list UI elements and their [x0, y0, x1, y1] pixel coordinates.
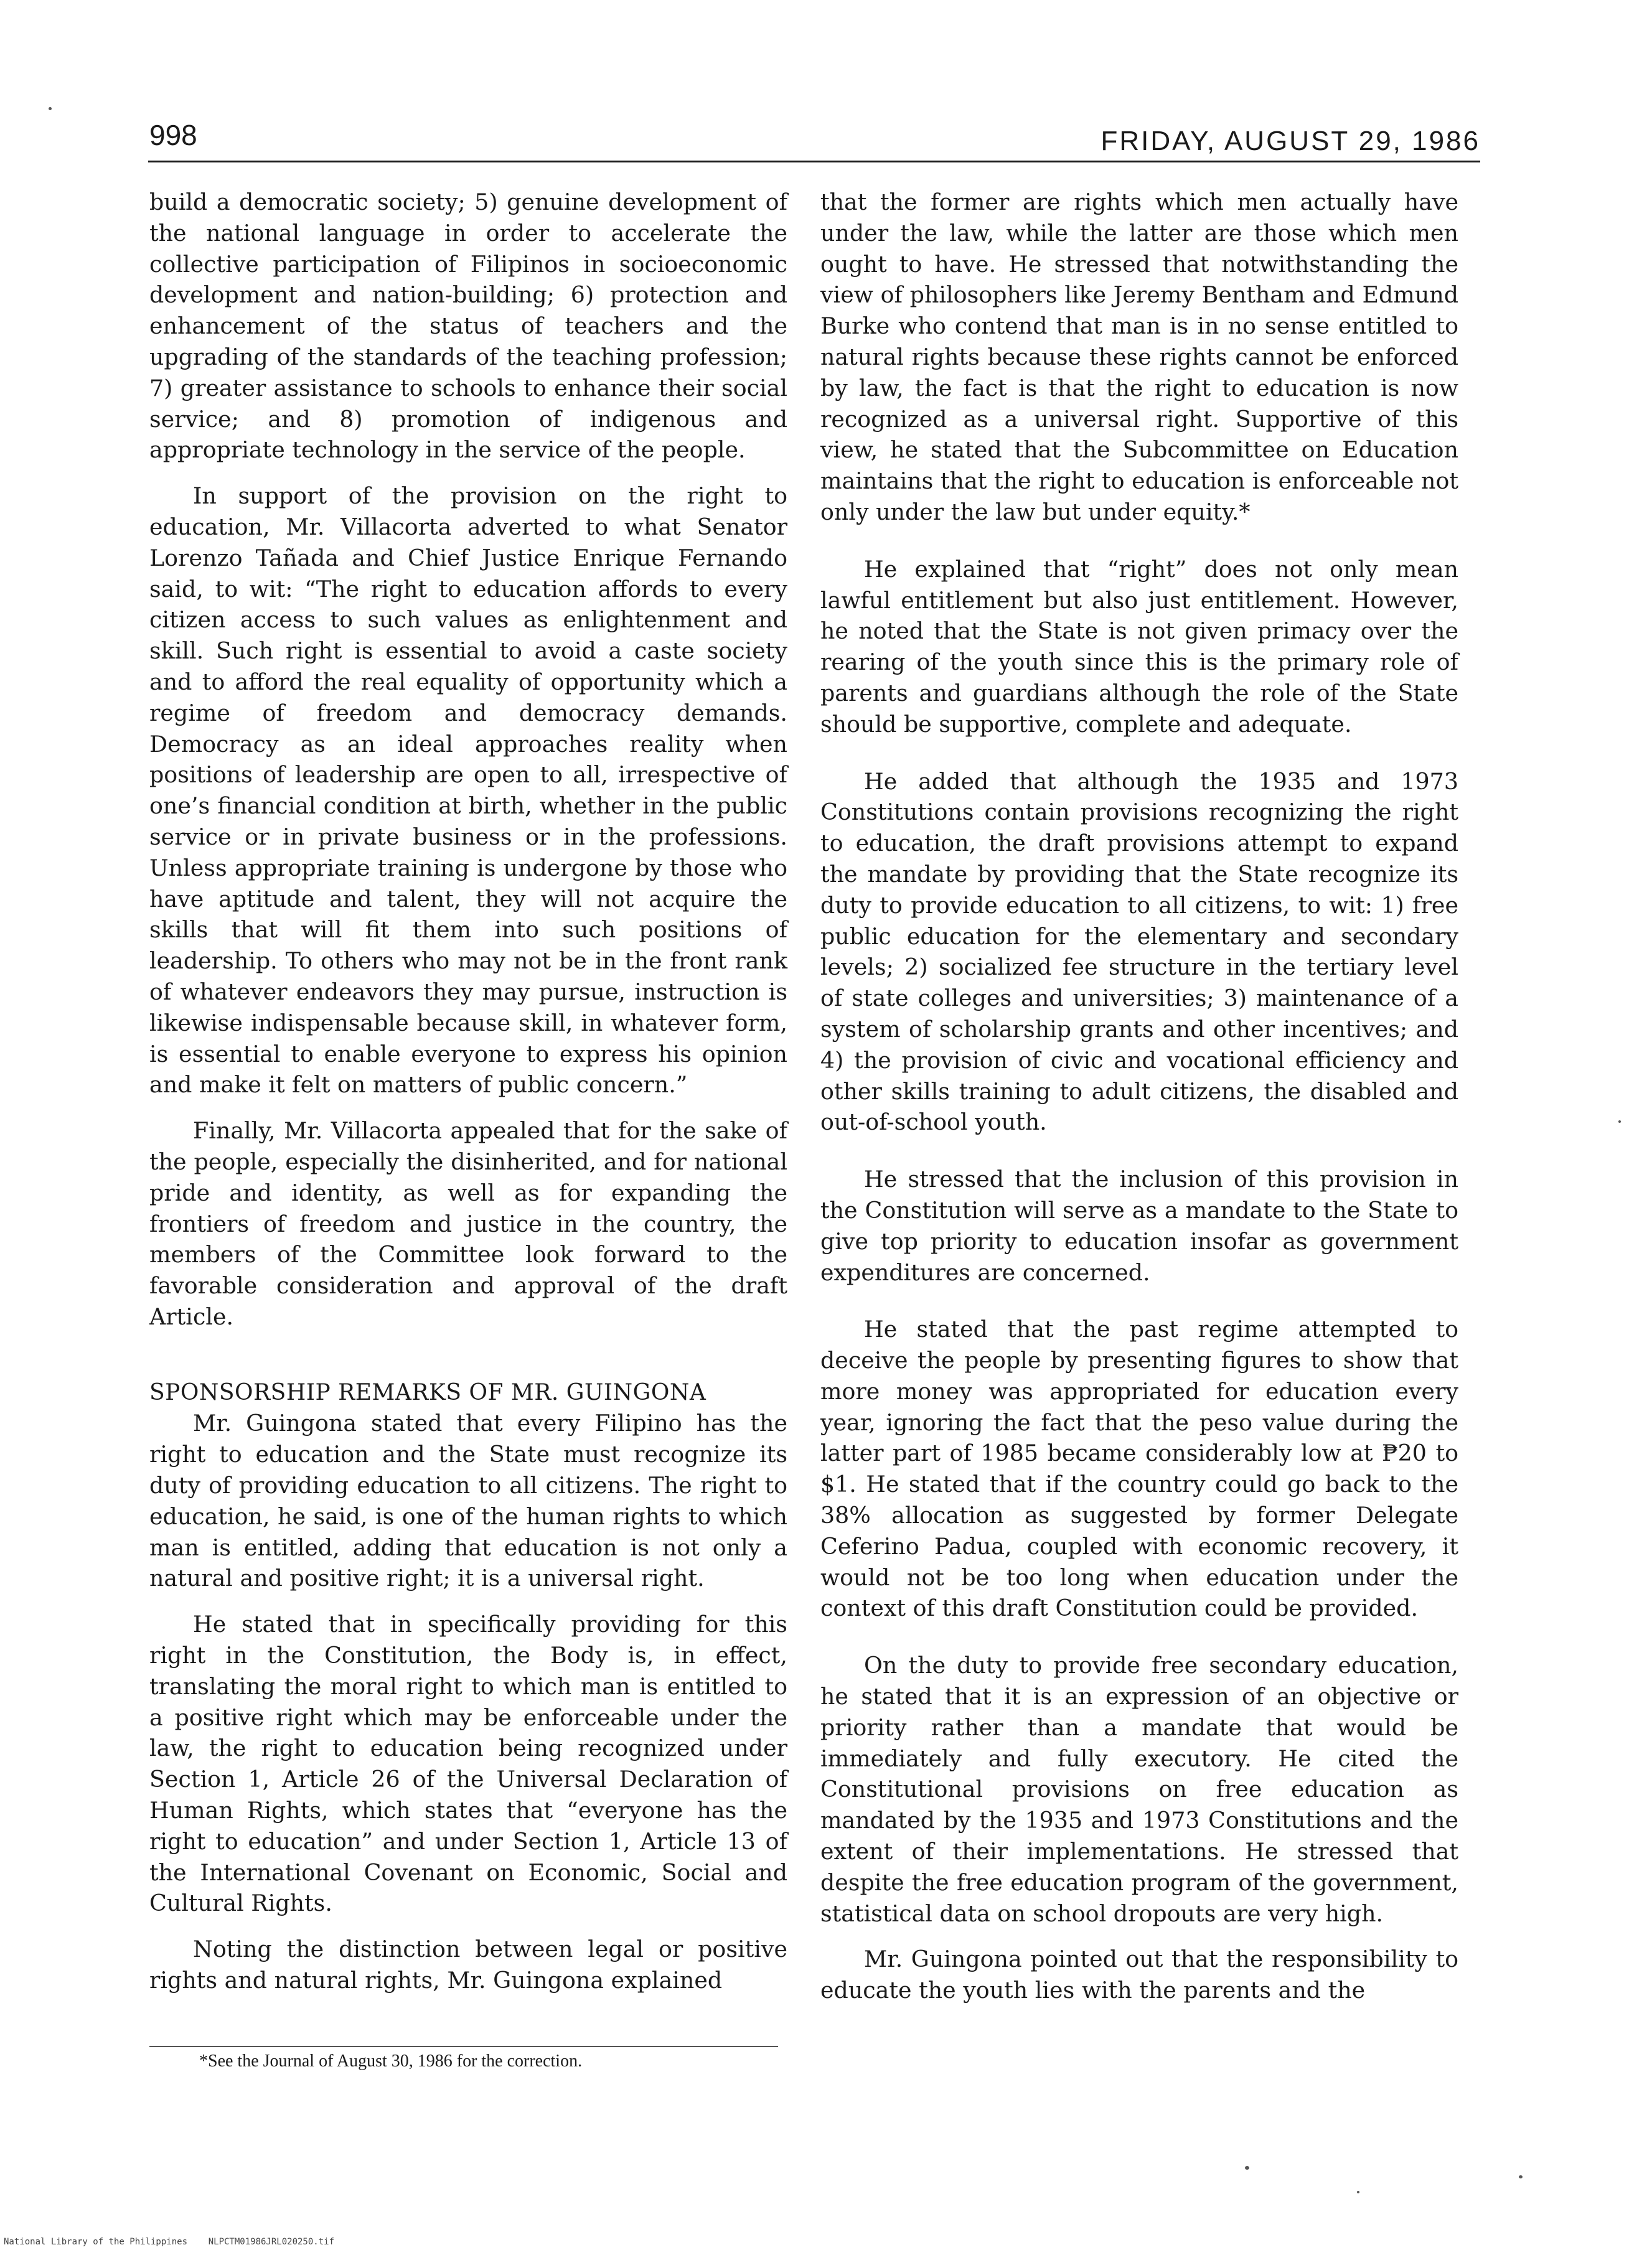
page-number: 998 — [149, 119, 197, 151]
scan-speck — [49, 107, 52, 110]
paragraph: Noting the distinction between legal or positive rights and natural rights, Mr. Guingona explained — [149, 1936, 787, 1994]
scan-speck — [1357, 2191, 1359, 2193]
paragraph: Mr. Guingona stated that every Filipino has the right to education and the State must recognize its duty of providing education to all citizens. The right to education, he said, is one of the human rights to which man is entitled, adding that education is not only a natural and positive right; it is a universal right. — [149, 1410, 787, 1592]
paragraph: Finally, Mr. Villacorta appealed that for the sake of the people, especially the disinherited, and for national pride and identity, as well as for expanding the frontiers of freedom and justice in the country, the members of the Committee look forward to the favorable consideration and approval of the draft Article. — [149, 1117, 787, 1330]
section-heading: SPONSORSHIP REMARKS OF MR. GUINGONA — [149, 1379, 706, 1405]
paragraph: On the duty to provide free secondary education, he stated that it is an expression of an objective or priority rather than a mandate that would be immediately and fully executory. He cited the Constitutional provisions on free education as mandated by the 1935 and 1973 Constitutions and the extent of their implementations. He stressed that despite the free education program of the government, statistical data on school dropouts are very high. — [820, 1652, 1458, 1927]
paragraph: In support of the provision on the right to education, Mr. Villacorta adverted to what Senator Lorenzo Tañada and Chief Justice Enrique Fernando said, to wit: “The right to education affords to every citizen access to such values as enlightenment and skill. Such right is essential to avoid a caste society and to afford the real equality of opportunity which a regime of freedom and democracy demands. Democracy as an ideal approaches reality when positions of leadership are open to all, irrespective of one’s financial condition at birth, whether in the public service or in private business or in the professions. Unless appropriate training is undergone by those who have aptitude and talent, they will not acquire the skills that will fit them into such positions of leadership. To others who may not be in the front rank of whatever endeavors they may pursue, instruction is likewise indispensable because skill, in whatever form, is essential to enable everyone to express his opinion and make it felt on matters of public concern.” — [149, 482, 787, 1099]
scan-speck — [1519, 2175, 1523, 2178]
paragraph: He stated that the past regime attempted to deceive the people by presenting figures to show that more money was appropriated for education every year, ignoring the fact that the peso value during the latter part of 1985 became considerably low at ₱20 to $1. He stated that if the country could go back to the 38% allocation as suggested by former Delegate Ceferino Padua, coupled with economic recovery, it would not be too long when education under the context of this draft Constitution could be provided. — [820, 1316, 1458, 1622]
footnote-rule — [149, 2046, 778, 2047]
scan-footer: National Library of the Philippines NLPCTM01986JRL020250.tif — [4, 2237, 335, 2247]
paragraph: Mr. Guingona pointed out that the responsibility to educate the youth lies with the parents and the — [820, 1946, 1458, 2004]
page-date: FRIDAY, AUGUST 29, 1986 — [1101, 126, 1480, 156]
paragraph: build a democratic society; 5) genuine development of the national language in order to accelerate the collective participation of Filipinos in socioeconomic development and nation-building; 6) protection and enhancement of the status of teachers and the upgrading of the standards of the teaching profession; 7) greater assistance to schools to enhance their social service; and 8) promotion of indigenous and appropriate technology in the service of the people. — [149, 189, 787, 464]
header-rule — [148, 161, 1480, 162]
paragraph: He stressed that the inclusion of this provision in the Constitution will serve as a mandate to the State to give top priority to education insofar as government expenditures are concerned. — [820, 1166, 1458, 1286]
scan-speck — [1618, 1120, 1621, 1123]
paragraph: He explained that “right” does not only mean lawful entitlement but also just entitlement. However, he noted that the State is not given primacy over the rearing of the youth since this is the primary role of parents and guardians although the role of the State should be supportive, complete and adequate. — [820, 555, 1458, 738]
footnote: *See the Journal of August 30, 1986 for the correction. — [199, 2051, 583, 2071]
paragraph: He stated that in specifically providing for this right in the Constitution, the Body is, in effect, translating the moral right to which man is entitled to a positive right which may be enforceable under the law, the right to education being recognized under Section 1, Article 26 of the Universal Declaration of Human Rights, which states that “everyone has the right to education” and under Section 1, Article 13 of the International Covenant on Economic, Social and Cultural Rights. — [149, 1611, 787, 1917]
scan-speck — [1245, 2166, 1249, 2170]
paragraph: He added that although the 1935 and 1973 Constitutions contain provisions recognizing the right to education, the draft provisions attempt to expand the mandate by providing that the State recognize its duty to provide education to all citizens, to wit: 1) free public education for the elementary and secondary levels; 2) socialized fee structure in the tertiary level of state colleges and universities; 3) maintenance of a system of scholarship grants and other incentives; and 4) the provision of civic and vocational efficiency and other skills training to adult citizens, the disabled and out-of-school youth. — [820, 767, 1458, 1136]
right-column — [820, 187, 1458, 2006]
left-column — [149, 187, 787, 1996]
paragraph: that the former are rights which men actually have under the law, while the latter are those which men ought to have. He stressed that notwithstanding the view of philosophers like Jeremy Bentham and Edmund Burke who contend that man is in no sense entitled to natural rights because these rights cannot be enforced by law, the fact is that the right to education is now recognized as a universal right. Supportive of this view, he stated that the Subcommittee on Education maintains that the right to education is enforceable not only under the law but under equity.* — [820, 189, 1458, 525]
